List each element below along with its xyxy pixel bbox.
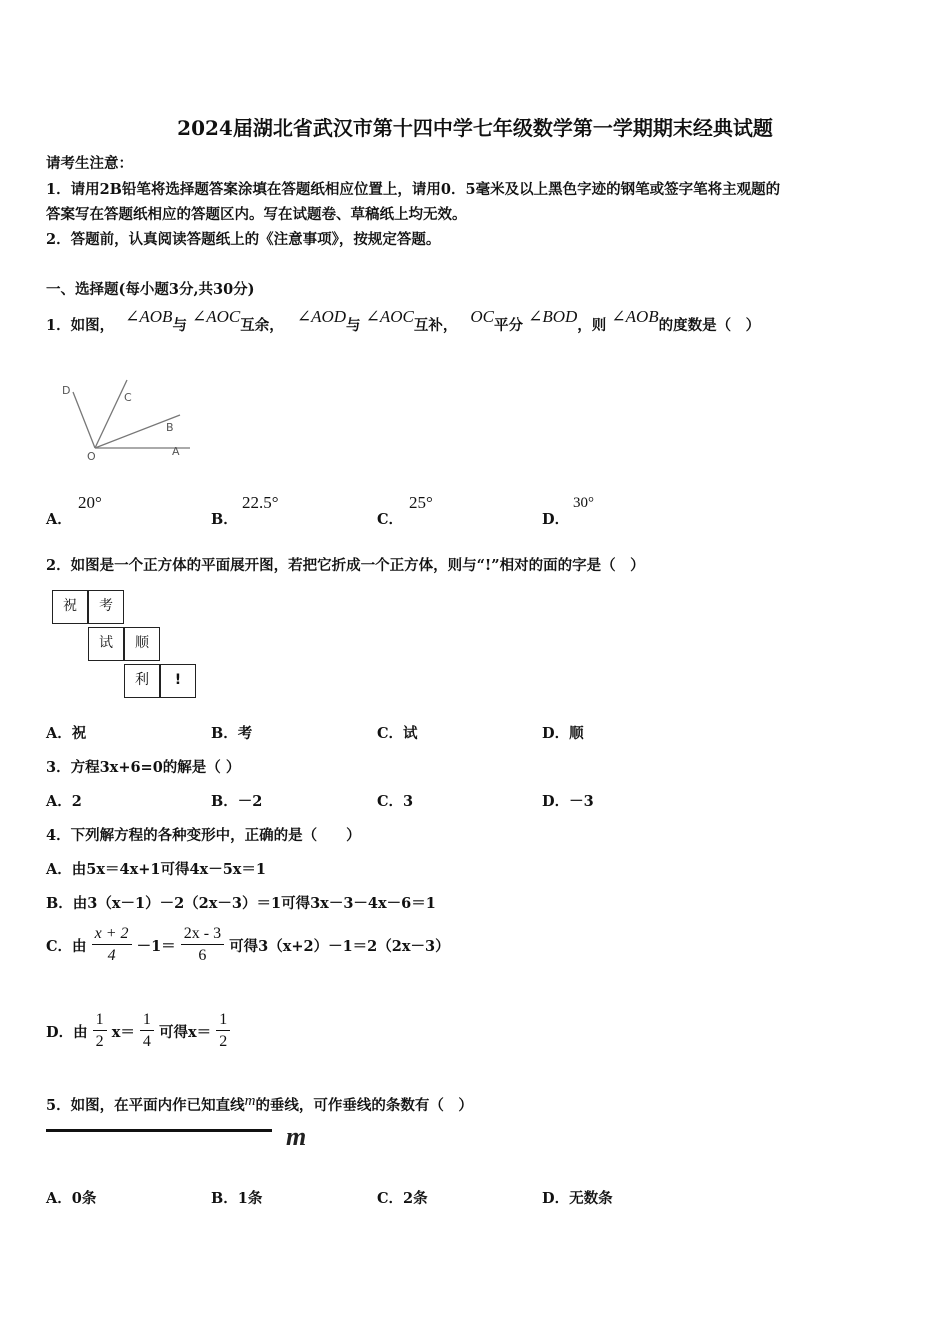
q4-option-a[interactable]: A．由5x＝4x+1可得4x－5x＝1	[46, 861, 267, 878]
option-value: 1条	[237, 1190, 263, 1207]
option-value: 2条	[403, 1190, 428, 1207]
q1-stem	[46, 307, 761, 335]
q1-math-1: ∠AOB	[125, 307, 173, 326]
option-label: C．	[377, 1190, 404, 1207]
frac-denominator: 2	[95, 1033, 104, 1050]
notice-line-1: 1．请用2B铅笔将选择题答案涂填在答题纸相应位置上，请用0．5毫米及以上黑色字迹的钢笔或签字笔将主观题的	[46, 181, 781, 198]
option-label: D．	[542, 793, 570, 810]
q4-option-b[interactable]: B．由3（x－1）－2（2x－3）＝1可得3x－3－4x－6＝1	[46, 895, 436, 912]
option-value: 顺	[569, 725, 584, 742]
q1-text-7: 的度数是（ ）	[658, 317, 761, 334]
notice-line-3: 2．答题前，认真阅读答题纸上的《注意事项》，按规定答题。	[46, 231, 441, 248]
q1-prefix: 1．如图，	[46, 317, 115, 334]
q2-option-b[interactable]	[211, 722, 252, 743]
q3-option-a[interactable]	[46, 790, 82, 811]
option-value: －3	[569, 793, 594, 810]
option-label: C．	[377, 725, 404, 742]
label-b: B	[166, 421, 174, 434]
option-value: 试	[403, 725, 418, 742]
option-label: B．	[211, 793, 238, 810]
option-value: 2	[71, 793, 82, 810]
q5-option-c[interactable]	[377, 1187, 428, 1208]
frac-numerator: 1	[140, 1010, 154, 1031]
q4c-mid: －1＝	[136, 938, 176, 955]
option-label: A．	[46, 725, 72, 742]
q1-text-4: 互补，	[413, 317, 458, 334]
notice-line-2: 答案写在答题纸相应的答题区内。写在试题卷、草稿纸上均无效。	[46, 206, 467, 223]
frac-numerator: x + 2	[92, 924, 132, 945]
q1-math-2: ∠AOC	[192, 307, 241, 326]
frac-denominator: 4	[142, 1033, 151, 1050]
label-a: A	[172, 445, 180, 458]
q5-prefix: 5．如图，在平面内作已知直线	[46, 1097, 245, 1114]
page-title: 2024届湖北省武汉市第十四中学七年级数学第一学期期末经典试题	[177, 116, 773, 140]
q2-option-c[interactable]	[377, 722, 418, 743]
q1-angle-figure	[55, 370, 200, 465]
q1-option-c[interactable]	[377, 508, 403, 529]
q1-option-b-value: 22.5°	[242, 493, 279, 512]
q4c-prefix: C．由	[46, 938, 87, 955]
q1-option-a-value: 20°	[78, 493, 102, 512]
q1-text-1: 与	[172, 317, 187, 334]
net-cell-5: 利	[124, 664, 160, 698]
option-label: A．	[46, 793, 72, 810]
q4c-fraction-2	[181, 924, 224, 967]
option-label: A．	[46, 511, 72, 528]
option-label: A．	[46, 1190, 72, 1207]
q3-option-b[interactable]	[211, 790, 262, 811]
option-value: 0条	[71, 1190, 97, 1207]
option-label: B．	[211, 511, 238, 528]
frac-denominator: 4	[107, 947, 116, 964]
option-label: D．	[542, 511, 570, 528]
q1-option-d[interactable]	[542, 508, 569, 529]
line-m	[46, 1129, 272, 1132]
q4d-fraction-3	[216, 1010, 230, 1053]
label-o: O	[87, 450, 96, 463]
option-label: C．	[377, 511, 404, 528]
q5-option-b[interactable]	[211, 1187, 262, 1208]
net-cell-1: 祝	[52, 590, 88, 624]
option-label: B．	[211, 1190, 238, 1207]
q2-option-d[interactable]	[542, 722, 584, 743]
q1-text-2: 互余，	[240, 317, 284, 334]
q3-option-c[interactable]	[377, 790, 413, 811]
q4-option-c[interactable]	[46, 924, 450, 967]
q1-text-6: ，则	[577, 317, 607, 334]
option-value: 无数条	[569, 1190, 613, 1207]
label-c: C	[124, 391, 132, 404]
option-value: －2	[237, 793, 263, 810]
frac-denominator: 6	[198, 947, 207, 964]
net-cell-3: 试	[88, 627, 124, 661]
q4d-fraction-2	[140, 1010, 154, 1053]
option-value: 考	[237, 725, 253, 742]
frac-numerator: 2x - 3	[181, 924, 224, 945]
q5-stem	[46, 1094, 473, 1115]
frac-denominator: 2	[219, 1033, 228, 1050]
label-d: D	[62, 384, 71, 397]
q4d-mid-2: 可得x＝	[158, 1024, 212, 1041]
option-label: D．	[542, 725, 570, 742]
q5-option-d[interactable]	[542, 1187, 613, 1208]
q1-option-c-value: 25°	[409, 493, 433, 512]
q1-math-7: ∠AOB	[611, 307, 659, 326]
q1-math-3: ∠AOD	[296, 307, 347, 326]
q5-math-m: m	[244, 1093, 256, 1109]
line-m-label: m	[286, 1122, 307, 1151]
q4-stem: 4．下列解方程的各种变形中，正确的是（ ）	[46, 827, 361, 844]
option-label: C．	[377, 793, 404, 810]
q2-option-a[interactable]	[46, 722, 86, 743]
option-value: 3	[403, 793, 414, 810]
q5-option-a[interactable]	[46, 1187, 96, 1208]
q1-math-5: OC	[470, 307, 495, 326]
q3-option-d[interactable]	[542, 790, 594, 811]
q1-option-d-value: 30°	[573, 495, 594, 511]
option-label: B．	[211, 725, 238, 742]
q4d-fraction-1	[93, 1010, 107, 1053]
q4c-suffix: 可得3（x+2）－1＝2（2x－3）	[229, 938, 450, 955]
q1-text-5: 平分	[494, 317, 524, 334]
q4-option-d[interactable]	[46, 1010, 230, 1053]
q4d-prefix: D．由	[46, 1024, 88, 1041]
option-value: 祝	[71, 725, 87, 742]
q2-stem: 2．如图是一个正方体的平面展开图，若把它折成一个正方体，则与“!”相对的面的字是（ ）	[46, 557, 645, 574]
q1-math-6: ∠BOD	[528, 307, 578, 326]
q4c-fraction-1	[92, 924, 132, 967]
frac-numerator: 1	[93, 1010, 107, 1031]
q1-math-4: ∠AOC	[365, 307, 414, 326]
q5-suffix: 的垂线，可作垂线的条数有（ ）	[255, 1097, 473, 1114]
q1-option-b[interactable]	[211, 508, 238, 529]
net-cell-2: 考	[88, 590, 124, 624]
net-cell-6: !	[160, 664, 196, 698]
ray-od	[73, 392, 95, 448]
option-label: D．	[542, 1190, 570, 1207]
q3-stem: 3．方程3x+6=0的解是（ ）	[46, 759, 241, 776]
cube-net	[52, 590, 212, 702]
q1-text-3: 与	[346, 317, 361, 334]
q1-option-a[interactable]	[46, 508, 72, 529]
notice-heading: 请考生注意：	[46, 155, 133, 172]
frac-numerator: 1	[216, 1010, 230, 1031]
section-heading: 一、选择题(每小题3分,共30分)	[46, 281, 255, 298]
q4d-mid-1: x＝	[111, 1024, 135, 1041]
net-cell-4: 顺	[124, 627, 160, 661]
